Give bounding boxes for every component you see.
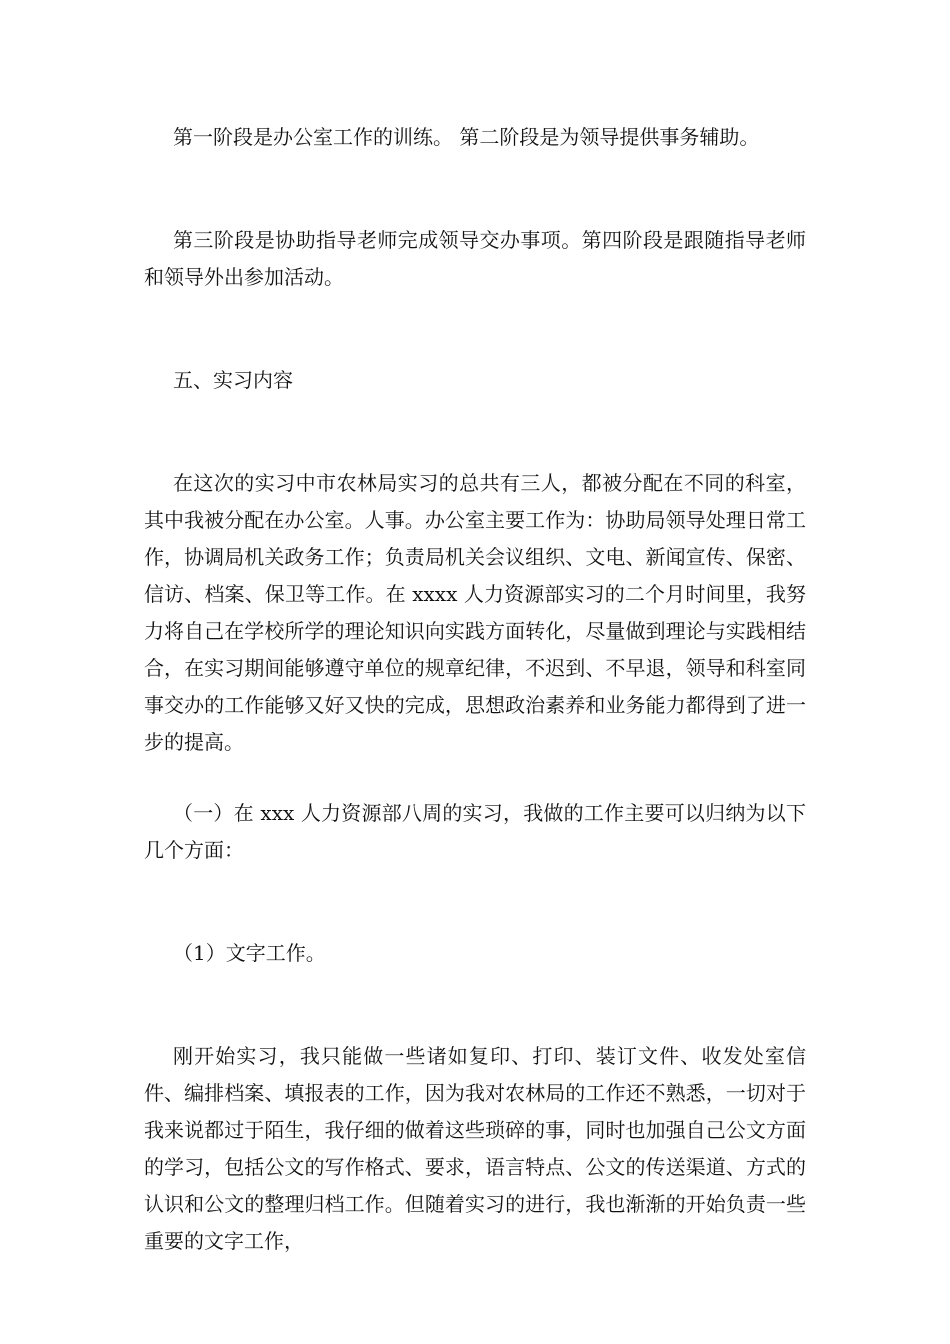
subheading-text-work: （1）文字工作。 <box>173 941 326 965</box>
paragraph-text-work-details: 刚开始实习，我只能做一些诸如复印、打印、装订文件、收发处室信件、编排档案、填报表的工作，因为我对农林局的工作还不熟悉，一切对于我来说都过于陌生，我仔细的做着这些琐碎的事，同时也加强自己公文方面的学习，包括公文的写作格式、要求，语言特点、公文的传送渠道、方式的认识和公文的整理归档工作。但随着实习的进行，我也渐渐的开始负责一些重要的文字工作， <box>144 1044 806 1253</box>
paragraph-internship-overview: 在这次的实习中市农林局实习的总共有三人，都被分配在不同的科室，其中我被分配在办公室。人事。办公室主要工作为：协助局领导处理日常工作，协调局机关政务工作；负责局机关会议组织、文电、新闻宣传、保密、信访、档案、保卫等工作。在 xxxx 人力资源部实习的二个月时间里，我努力将自己在学校所学的理论知识向实践方面转化，尽量做到理论与实践相结合，在实习期间能够遵守单位的规章纪律，不迟到、不早退，领导和科室同事交办的工作能够又好又快的完成，思想政治素养和业务能力都得到了进一步的提高。 <box>144 471 806 754</box>
section-heading-internship-content: 五、实习内容 <box>173 368 293 392</box>
paragraph-stage-three-four: 第三阶段是协助指导老师完成领导交办事项。第四阶段是跟随指导老师和领导外出参加活动。 <box>144 228 806 289</box>
paragraph-stage-one-two: 第一阶段是办公室工作的训练。 第二阶段是为领导提供事务辅助。 <box>173 125 760 149</box>
paragraph-work-summary-intro: （一）在 xxx 人力资源部八周的实习，我做的工作主要可以归纳为以下几个方面： <box>144 801 806 862</box>
